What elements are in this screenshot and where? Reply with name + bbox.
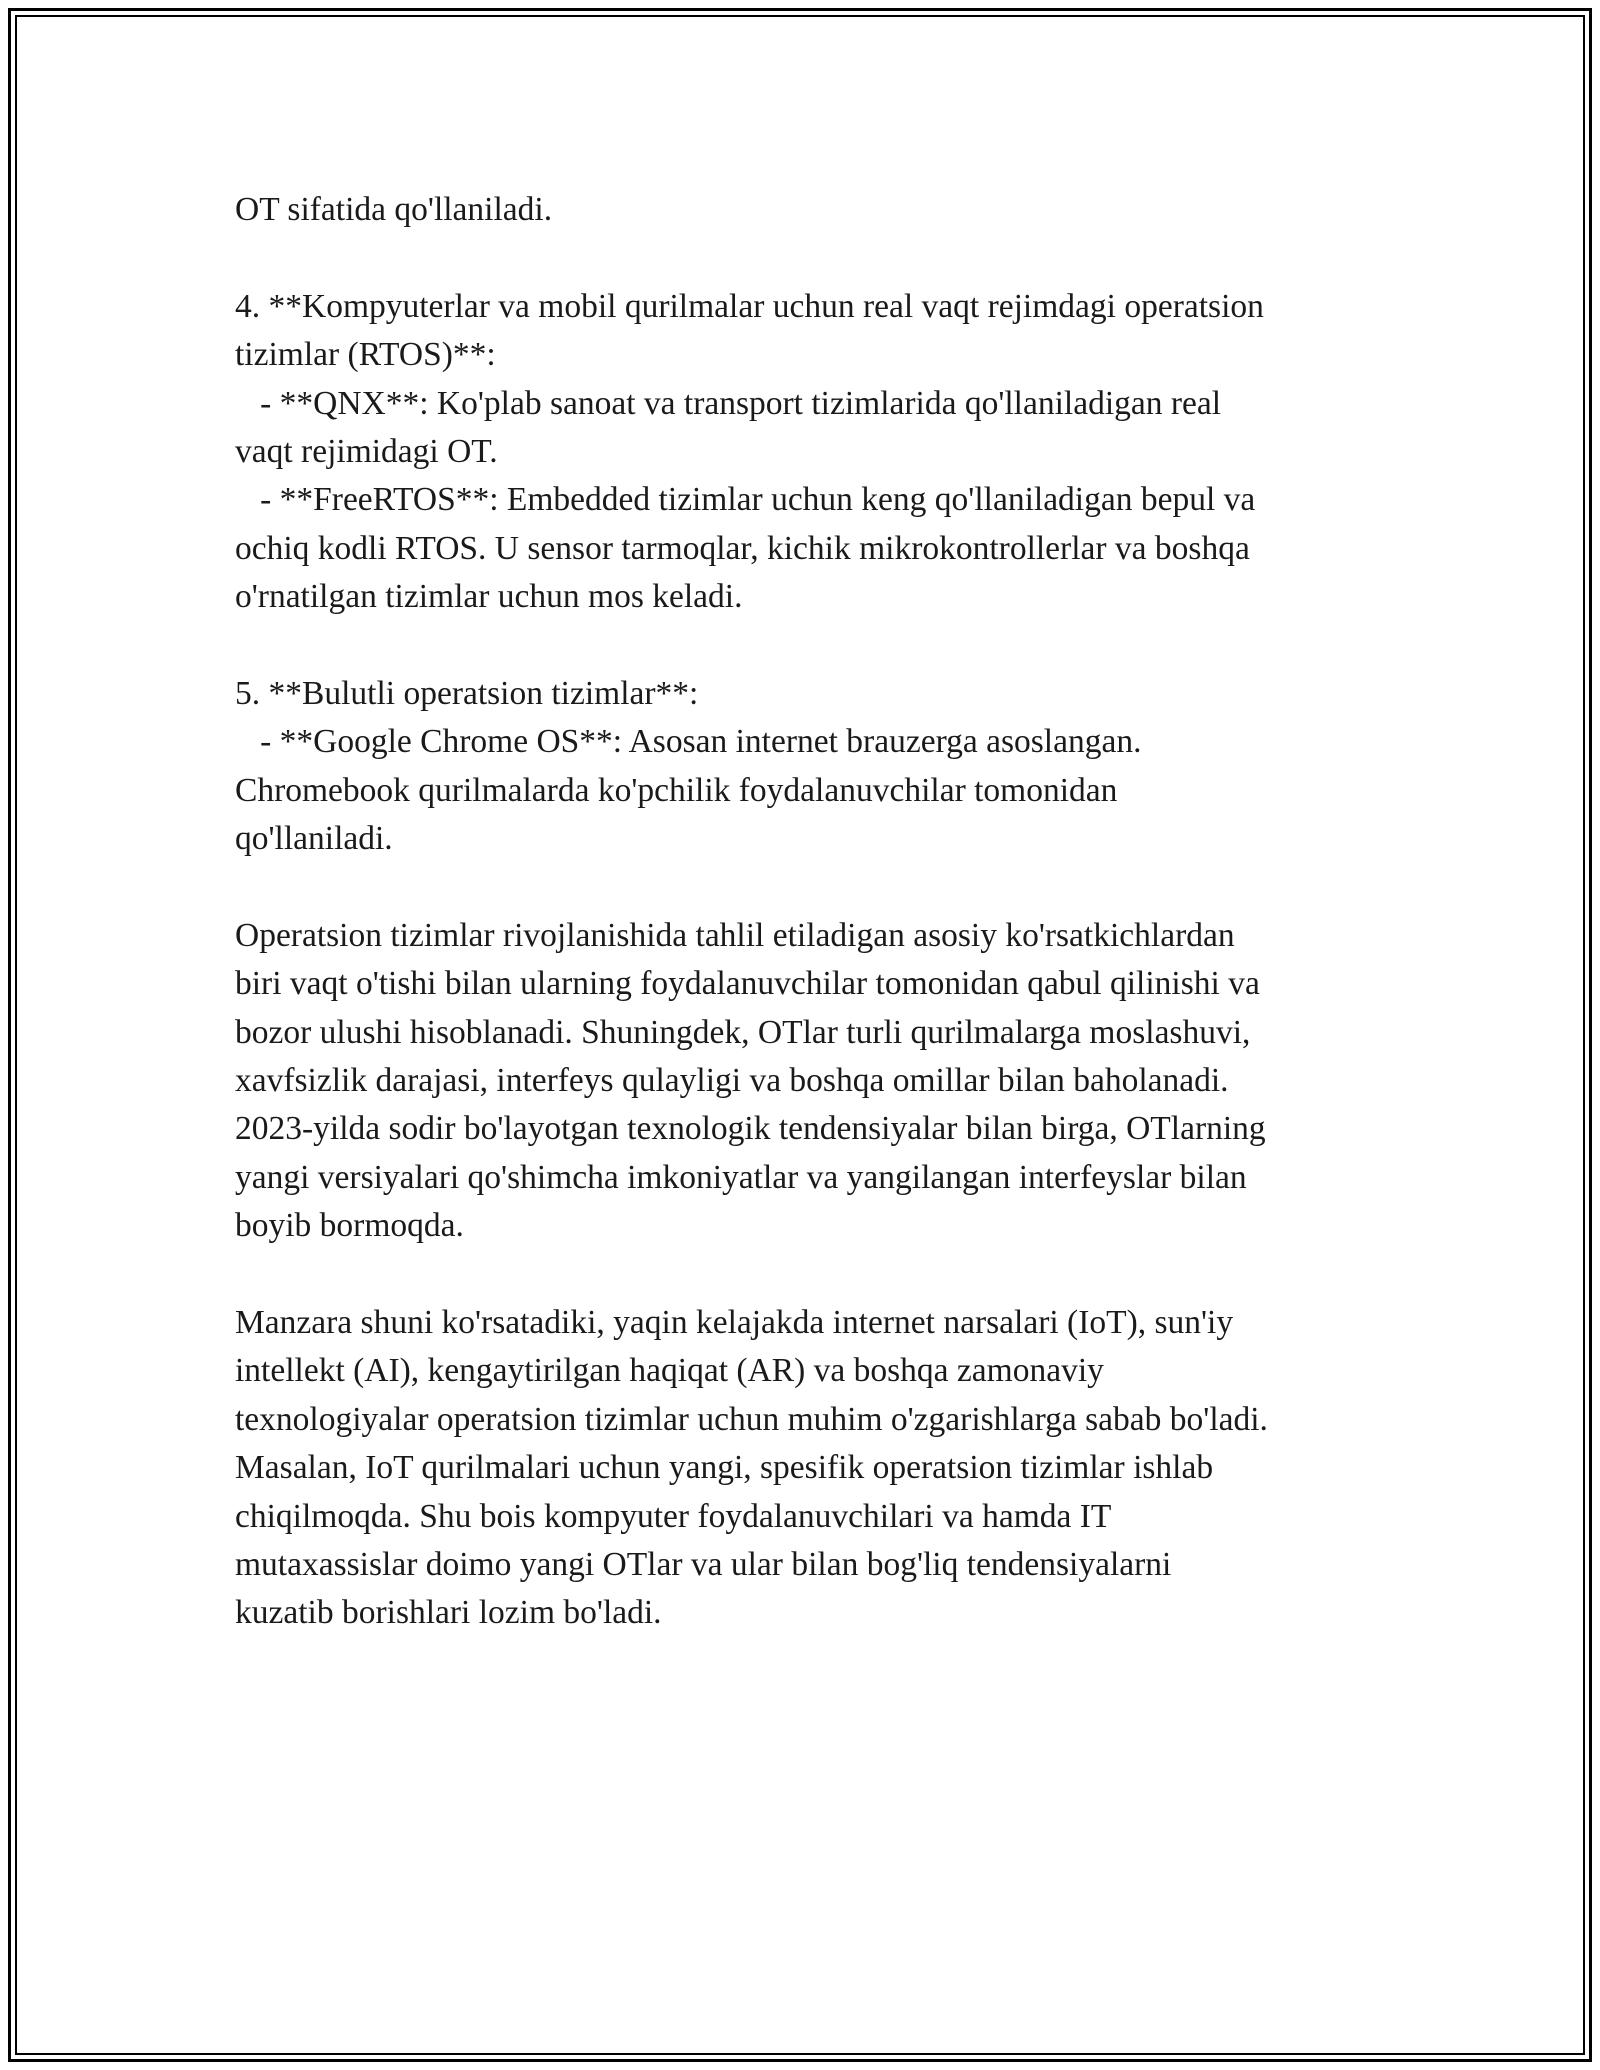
text-line: - **FreeRTOS**: Embedded tizimlar uchun keng qo'llaniladigan bepul va <box>235 481 1256 519</box>
paragraph-continuation <box>235 186 1415 234</box>
text-line: qo'llaniladi. <box>235 820 393 858</box>
list-item-cloud-os <box>235 670 1415 864</box>
text-line: yangi versiyalari qo'shimcha imkoniyatlar va yangilangan interfeyslar bilan <box>235 1158 1247 1196</box>
text-line: tizimlar (RTOS)**: <box>235 336 496 374</box>
document-body <box>235 186 1415 1638</box>
paragraph-gap <box>235 622 1415 670</box>
text-line: intellekt (AI), kengaytirilgan haqiqat (AR) va boshqa zamonaviy <box>235 1352 1104 1390</box>
text-line: Masalan, IoT qurilmalari uchun yangi, spesifik operatsion tizimlar ishlab <box>235 1449 1214 1487</box>
paragraph-gap <box>235 1251 1415 1299</box>
text-line: o'rnatilgan tizimlar uchun mos keladi. <box>235 578 743 616</box>
text-line: chiqilmoqda. Shu bois kompyuter foydalanuvchilari va hamda IT <box>235 1497 1112 1535</box>
paragraph-gap <box>235 234 1415 282</box>
text-line: - **QNX**: Ko'plab sanoat va transport tizimlarida qo'llaniladigan real <box>235 384 1222 422</box>
text-line: mutaxassislar doimo yangi OTlar va ular bilan bog'liq tendensiyalarni <box>235 1545 1172 1583</box>
text-line: 4. **Kompyuterlar va mobil qurilmalar uchun real vaqt rejimdagi operatsion <box>235 287 1264 325</box>
text-line: kuzatib borishlari lozim bo'ladi. <box>235 1594 662 1632</box>
text-line: Chromebook qurilmalarda ko'pchilik foydalanuvchilar tomonidan <box>235 771 1118 809</box>
list-item-rtos <box>235 283 1415 622</box>
text-line: texnologiyalar operatsion tizimlar uchun muhim o'zgarishlarga sabab bo'ladi. <box>235 1400 1268 1438</box>
text-line: 2023-yilda sodir bo'layotgan texnologik tendensiyalar bilan birga, OTlarning <box>235 1110 1266 1148</box>
text-line: xavfsizlik darajasi, interfeys qulayligi va boshqa omillar bilan baholanadi. <box>235 1062 1229 1100</box>
paragraph-outlook <box>235 1299 1415 1638</box>
text-line: boyib bormoqda. <box>235 1207 464 1245</box>
text-line: - **Google Chrome OS**: Asosan internet brauzerga asoslangan. <box>235 723 1142 761</box>
paragraph-indicators <box>235 912 1415 1251</box>
text-line: Manzara shuni ko'rsatadiki, yaqin kelajakda internet narsalari (IoT), sun'iy <box>235 1303 1234 1341</box>
text-line: ochiq kodli RTOS. U sensor tarmoqlar, kichik mikrokontrollerlar va boshqa <box>235 529 1250 567</box>
text-line: biri vaqt o'tishi bilan ularning foydalanuvchilar tomonidan qabul qilinishi va <box>235 965 1260 1003</box>
text-line: bozor ulushi hisoblanadi. Shuningdek, OTlar turli qurilmalarga moslashuvi, <box>235 1013 1251 1051</box>
text-line: Operatsion tizimlar rivojlanishida tahlil etiladigan asosiy ko'rsatkichlardan <box>235 916 1235 954</box>
text-line: vaqt rejimidagi OT. <box>235 432 498 470</box>
text-line: OT sifatida qo'llaniladi. <box>235 191 553 228</box>
text-line: 5. **Bulutli operatsion tizimlar**: <box>235 674 699 712</box>
paragraph-gap <box>235 863 1415 911</box>
